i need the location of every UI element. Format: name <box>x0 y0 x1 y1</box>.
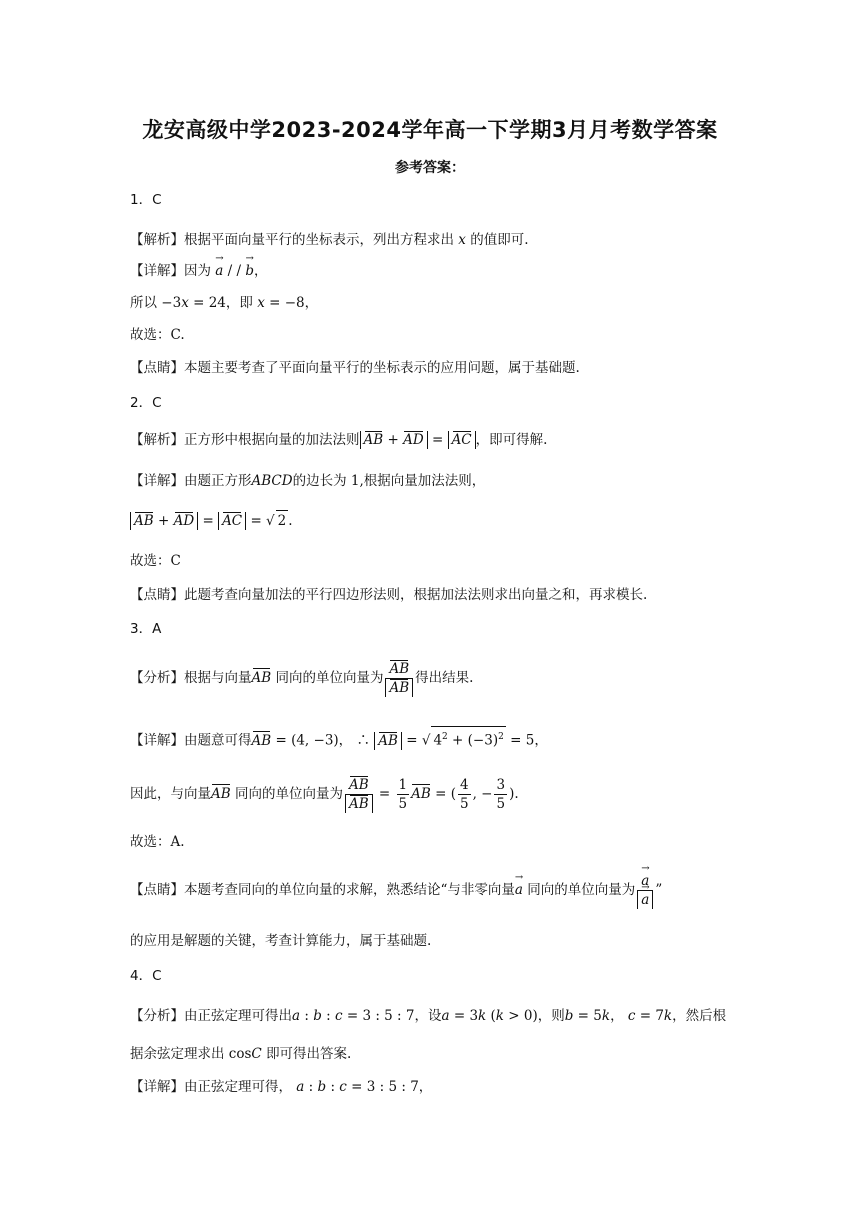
q4-analysis-2: 据余弦定理求出 cosC 即可得出答案. <box>130 1046 352 1062</box>
q1-answer: 1．C <box>130 192 162 208</box>
q1-comment: 【点睛】本题主要考查了平面向量平行的坐标表示的应用问题，属于基础题. <box>130 360 580 376</box>
q3-detail: 【详解】由题意可得AB = (4, −3)， ∴ AB = √ $4^2 + (-3)^2 = 5$， <box>130 726 548 751</box>
q3-detail-2: 因此，与向量AB 同向的单位向量为 $\frac{AB}{AB}$ = $\frac{1}{5}$ AB = ( $\frac{4}{5}$ , − $\frac{3}{5}$ ). <box>130 777 519 812</box>
q1-detail: 【详解】因为 a → / / b →， <box>130 261 268 281</box>
q3-comment: 【点睛】本题考查同向的单位向量的求解，熟悉结论“与非零向量a → 同向的单位向量为 $\frac{a \to}{a}$ → ” <box>130 872 662 909</box>
q4-detail: 【详解】由正弦定理可得， a : b : c = 3 : 5 : 7， <box>130 1079 433 1095</box>
q2-answer: 2．C <box>130 395 162 411</box>
q2-choose: 故选：C <box>130 553 181 569</box>
q3-comment-2: 的应用是解题的关键，考查计算能力，属于基础题. <box>130 933 432 949</box>
q2-detail: 【详解】由题正方形ABCD的边长为 1,根据向量加法法则， <box>130 473 486 489</box>
q1-detail-2: 所以 −3x = 24，即 x = −8， <box>130 295 319 311</box>
q1-analysis: 【解析】根据平面向量平行的坐标表示，列出方程求出 x 的值即可. <box>130 232 529 248</box>
q4-analysis: 【分析】由正弦定理可得出a : b : c = 3 : 5 : 7，设a = 3k (k > 0)，则b = 5k， c = 7k，然后根 <box>130 1008 727 1024</box>
q4-answer: 4．C <box>130 968 162 984</box>
q2-detail-2: AB + AD = AC = √ 2 . <box>130 510 293 531</box>
page-subtitle: 参考答案： <box>395 160 465 176</box>
page-title: 龙安高级中学2023-2024学年高一下学期3月月考数学答案 <box>142 118 718 142</box>
q2-analysis: 【解析】正方形中根据向量的加法法则 AB + AD = AC ，即可得解. <box>130 432 548 448</box>
q3-answer: 3．A <box>130 621 162 637</box>
q1-choose: 故选：C. <box>130 327 185 343</box>
q3-analysis: 【分析】根据与向量AB 同向的单位向量为 $\frac{AB}{AB}$ 得出结果. <box>130 661 474 696</box>
q2-comment: 【点睛】此题考查向量加法的平行四边形法则，根据加法法则求出向量之和，再求模长. <box>130 587 648 603</box>
q3-choose: 故选：A. <box>130 834 185 850</box>
